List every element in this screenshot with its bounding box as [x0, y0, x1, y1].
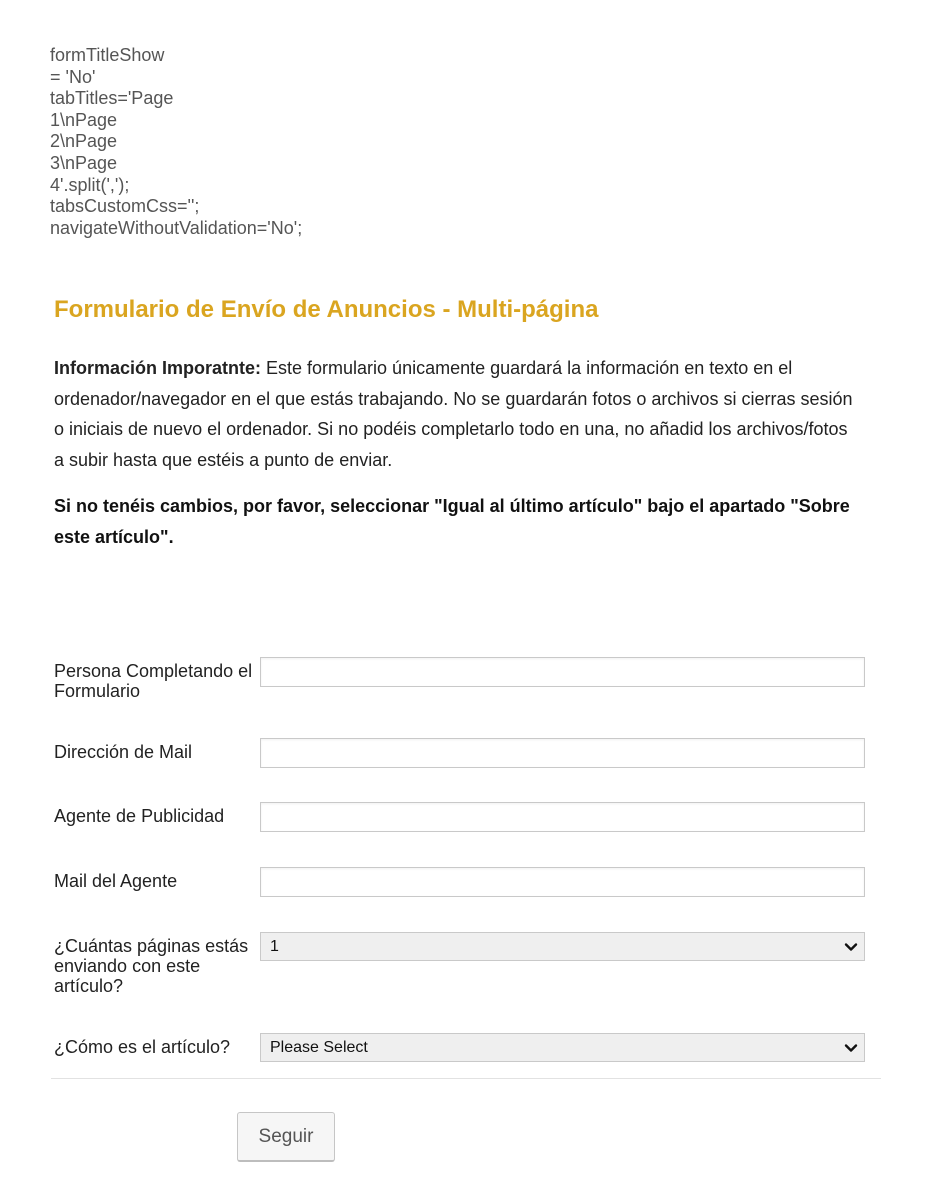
article-select-value: Please Select: [270, 1039, 368, 1056]
agent-row: [54, 806, 874, 838]
agent-input[interactable]: [260, 802, 865, 832]
intro-label: Información Imporatnte:: [54, 358, 262, 378]
pages-label: ¿Cuántas páginas estás enviando con este artículo?: [54, 936, 249, 996]
form-title: Formulario de Envío de Anuncios - Multi-página: [54, 296, 599, 323]
person-label: Persona Completando el Formulario: [54, 661, 253, 701]
intro-text: Este formulario únicamente guardará la información en texto en el ordenador/navegador en el que estás trabajando. No se guardarán fotos o archivos si cierras sesión o iniciais de nuevo el ordenador. Si no podéis completarlo todo en una, no añadid los archivos/fotos a subir hasta que estéis a punto de enviar.: [54, 358, 853, 470]
article-select[interactable]: [260, 1033, 865, 1062]
chevron-down-icon: [844, 940, 858, 954]
article-row: [54, 1037, 874, 1067]
agent-email-label: Mail del Agente: [54, 871, 178, 891]
pages-select-value: 1: [270, 938, 279, 955]
agent-email-input[interactable]: [260, 867, 865, 897]
code-snippet-text: formTitleShow = 'No' tabTitles='Page 1\nPage 2\nPage 3\nPage 4'.split(','); tabsCustomCss=''; navigateWithoutValidation='No';: [50, 45, 303, 238]
intro-paragraph: [54, 353, 854, 475]
agent-label: Agente de Publicidad: [54, 806, 225, 826]
email-label: Dirección de Mail: [54, 742, 193, 762]
email-input[interactable]: [260, 738, 865, 768]
form-divider: [51, 1078, 881, 1079]
chevron-down-icon: [844, 1041, 858, 1055]
pages-row: [54, 936, 874, 996]
continue-button[interactable]: Seguir: [237, 1112, 335, 1162]
person-row: [54, 661, 874, 701]
agent-email-row: [54, 871, 874, 903]
notice-paragraph: Si no tenéis cambios, por favor, seleccionar "Igual al último artículo" bajo el apartado "Sobre este artículo".: [54, 496, 850, 547]
person-input[interactable]: [260, 657, 865, 687]
pages-select[interactable]: [260, 932, 865, 961]
article-label: ¿Cómo es el artículo?: [54, 1037, 231, 1057]
email-row: [54, 742, 874, 774]
